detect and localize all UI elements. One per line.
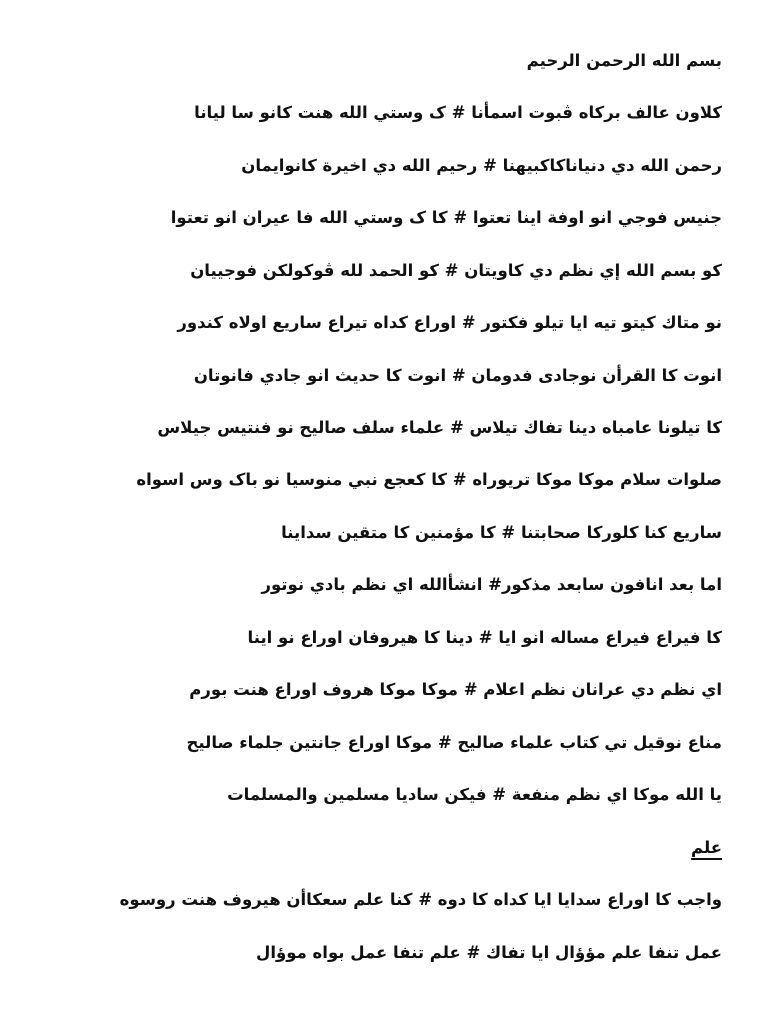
verse-line-9: ساريع كنا كلوركا صحابتنا # كا مؤمنين كا متقين سداينا xyxy=(281,523,722,542)
section-verse-line-1: واجب كا اوراع سدايا ايا كداه کا دوه # كنا علم سعكاأن هيروف هنت روسوه xyxy=(119,890,722,909)
verse-line-5: نو متاك كيتو تيه ايا تيلو فكتور # اوراع كداه تيراع ساريع اولاه كندور xyxy=(177,313,722,332)
verse-line-1: كلاون عالف بركاه ڤبوت اسمأنا # ک وستي الله هنت كانو سا ليانا xyxy=(194,103,722,122)
verse-line-14: يا الله موكا اي نظم منفعة # فيكن ساديا مسلمين والمسلمات xyxy=(227,785,722,804)
verse-line-10: اما بعد انافون سابعد مذكور# انشأالله اي نظم بادي نوتور xyxy=(261,575,722,594)
verse-line-13: مناع نوقيل تي كتاب علماء صاليح # موكا اوراع جانتين جلماء صاليح xyxy=(186,733,722,752)
verse-line-2: رحمن الله دي دنياناكاكبيهنا # رحيم الله دي اخيرة كانوايمان xyxy=(241,156,722,175)
basmala-line: بسم الله الرحمن الرحيم xyxy=(526,51,722,70)
verse-line-7: كا تيلونا عامباه دينا تفاك تيلاس # علماء سلف صاليح نو فنتيس جيلاس xyxy=(157,418,722,437)
verse-line-8: صلوات سلام موكا موكا تريوراه # كا كعجع نبي منوسيا نو باک وس اسواه xyxy=(136,470,722,489)
verse-line-4: كو بسم الله إي نظم دي كاويتان # كو الحمد لله ڤوكولكن فوجييان xyxy=(190,261,722,280)
verse-line-6: انوت كا القرأن نوجادى فدومان # انوت كا حديث انو جادي فانوتان xyxy=(193,366,722,385)
verse-line-11: كا فيراع فيراع مساله انو ايا # دينا كا هيروفان اوراع نو اينا xyxy=(247,628,722,647)
verse-line-12: اي نظم دي عرانان نظم اعلام # موكا موكا هروف اوراع هنت بورم xyxy=(189,680,722,699)
verse-line-3: جنيس فوجي انو اوفة اينا تعتوا # كا ک وستي الله فا عيران انو تعتوا xyxy=(170,208,722,227)
section-verse-line-2: عمل تنفا علم مؤؤال ايا تفاك # علم تنفا عمل بواه موؤال xyxy=(256,943,722,962)
section-heading: علم xyxy=(691,838,722,857)
